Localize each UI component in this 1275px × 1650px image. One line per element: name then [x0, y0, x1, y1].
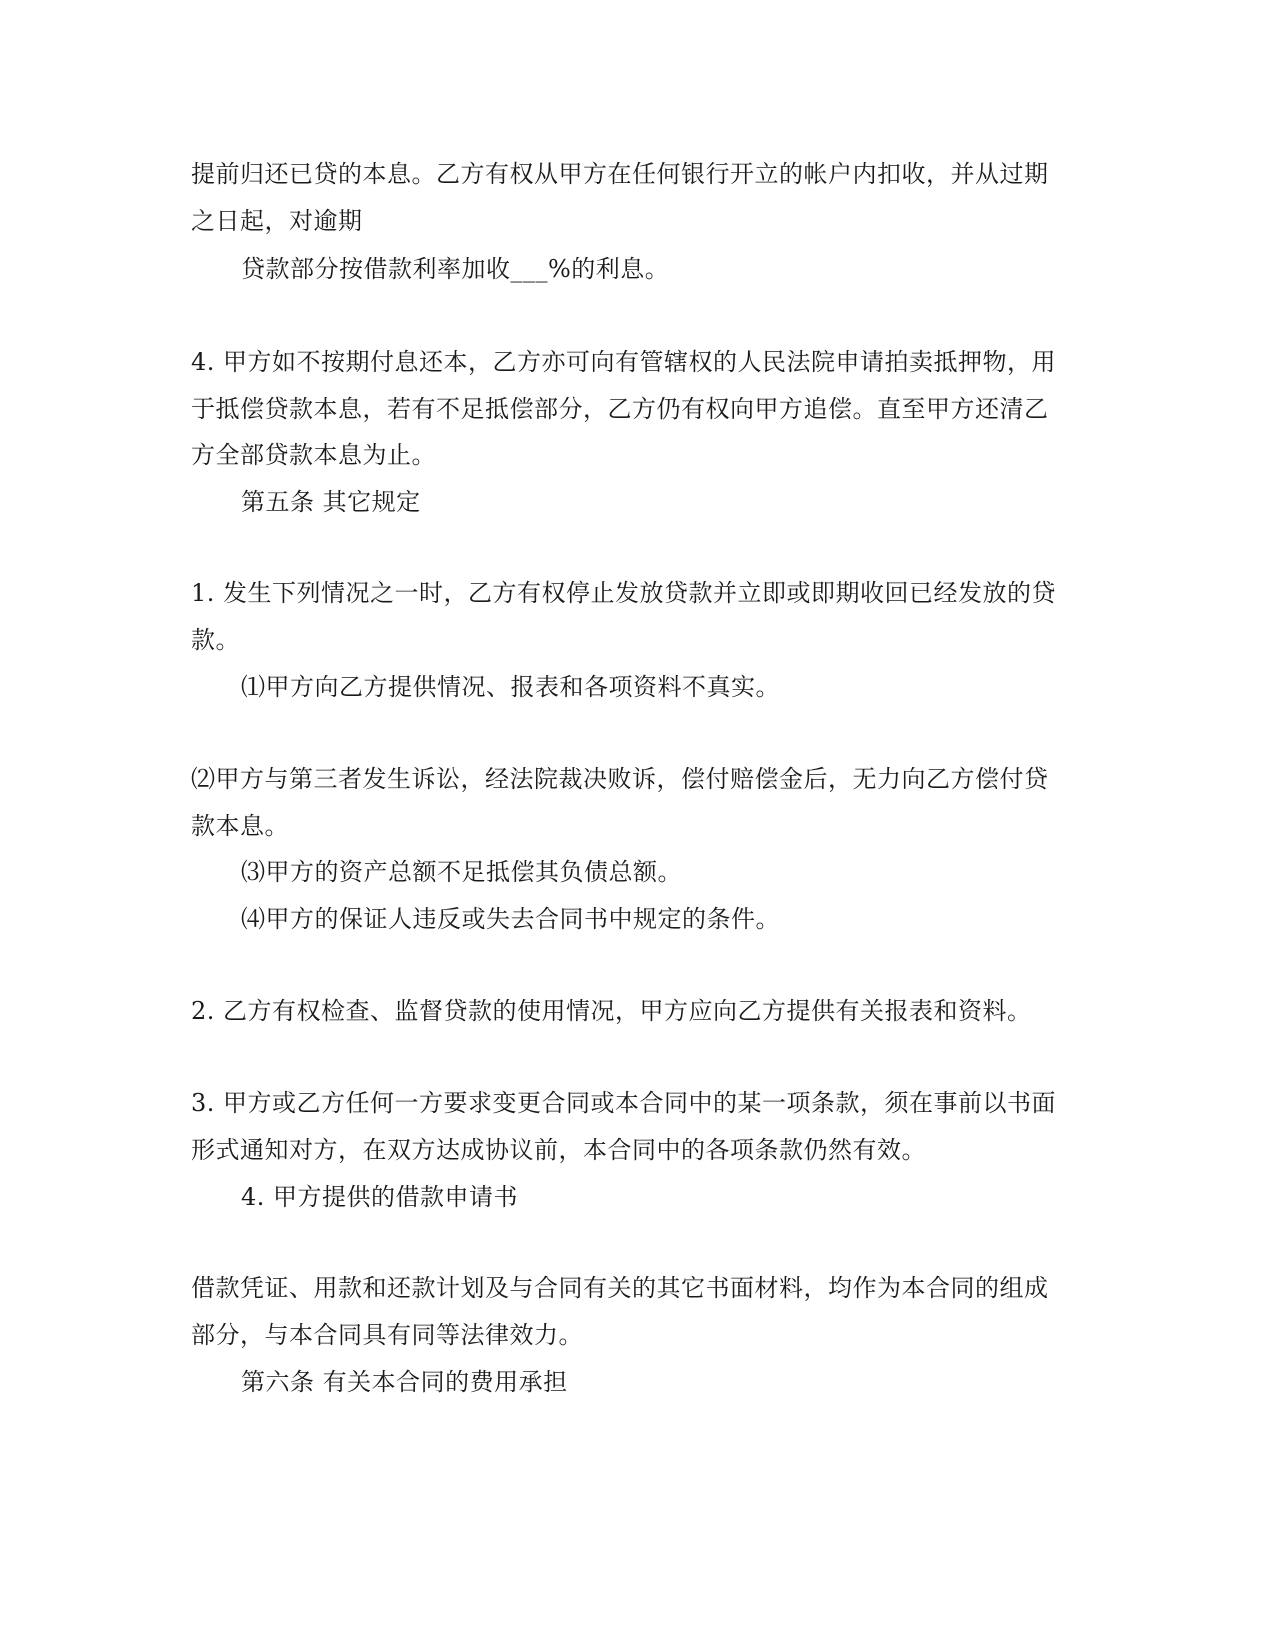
paragraph-line: 款本息。: [191, 812, 289, 840]
paragraph-line: 2. 乙方有权检查、监督贷款的使用情况，甲方应向乙方提供有关报表和资料。: [191, 997, 1032, 1025]
paragraph-line: 3. 甲方或乙方任何一方要求变更合同或本合同中的某一项条款，须在事前以书面: [191, 1089, 1057, 1117]
section-heading: 第五条 其它规定: [241, 488, 421, 516]
paragraph-line: 部分，与本合同具有同等法律效力。: [191, 1321, 583, 1349]
paragraph-line: 1. 发生下列情况之一时，乙方有权停止发放贷款并立即或即期收回已经发放的贷: [191, 579, 1057, 607]
paragraph-line: 贷款部分按借款利率加收___%的利息。: [241, 255, 670, 283]
paragraph-line: 于抵偿贷款本息，若有不足抵偿部分，乙方仍有权向甲方追偿。直至甲方还清乙: [191, 395, 1049, 423]
paragraph-line: 4. 甲方提供的借款申请书: [241, 1183, 519, 1211]
paragraph-line: 款。: [191, 626, 240, 654]
list-item-line: ⑷甲方的保证人违反或失去合同书中规定的条件。: [241, 905, 780, 933]
list-item-line: ⑶甲方的资产总额不足抵偿其负债总额。: [241, 858, 682, 886]
list-item-line: ⑴甲方向乙方提供情况、报表和各项资料不真实。: [241, 673, 780, 701]
paragraph-line: 之日起，对逾期: [191, 207, 363, 235]
paragraph-line: 提前归还已贷的本息。乙方有权从甲方在任何银行开立的帐户内扣收，并从过期: [191, 160, 1049, 188]
section-heading: 第六条 有关本合同的费用承担: [241, 1368, 568, 1396]
paragraph-line: 4. 甲方如不按期付息还本，乙方亦可向有管辖权的人民法院申请拍卖抵押物，用: [191, 348, 1057, 376]
list-item-line: ⑵甲方与第三者发生诉讼，经法院裁决败诉，偿付赔偿金后，无力向乙方偿付贷: [191, 765, 1049, 793]
paragraph-line: 借款凭证、用款和还款计划及与合同有关的其它书面材料，均作为本合同的组成: [191, 1274, 1049, 1302]
paragraph-line: 方全部贷款本息为止。: [191, 441, 436, 469]
paragraph-line: 形式通知对方，在双方达成协议前，本合同中的各项条款仍然有效。: [191, 1136, 926, 1164]
